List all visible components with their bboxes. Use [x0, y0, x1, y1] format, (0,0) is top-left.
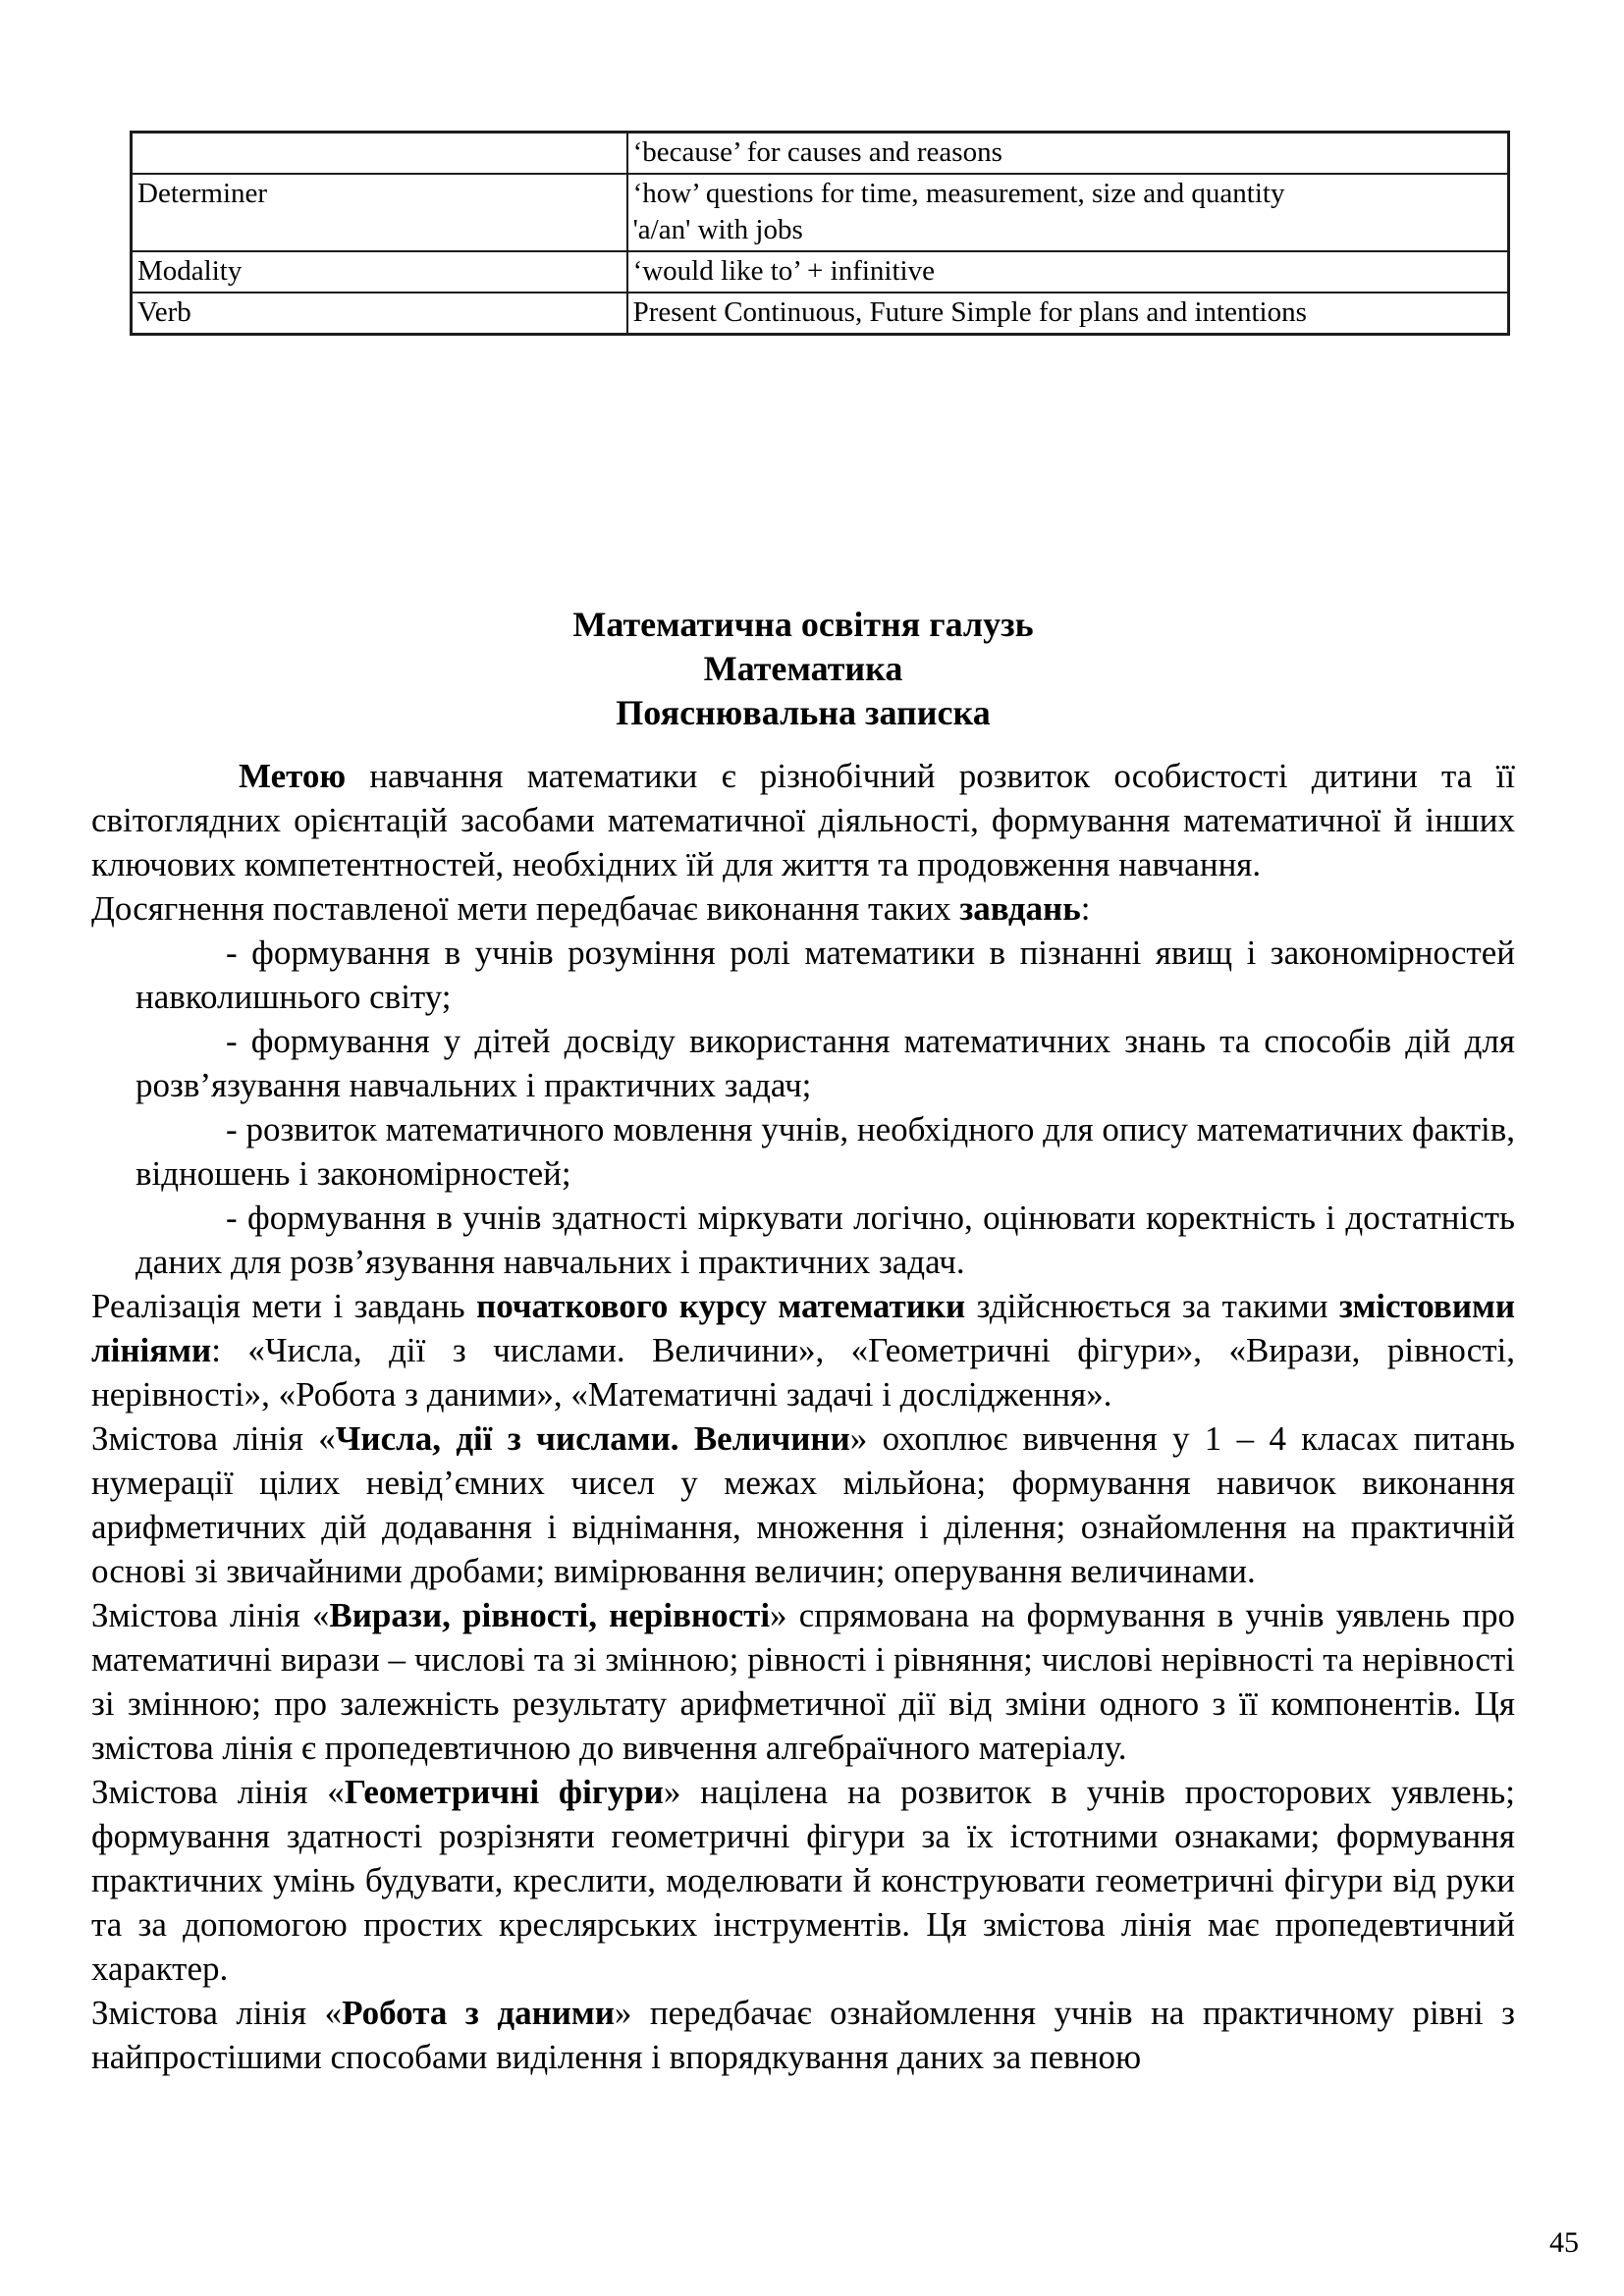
text-run: Реалізація мети і завдань [91, 1287, 477, 1325]
grammar-summary-table [130, 131, 1510, 336]
bold-text-run: Вирази, рівності, нерівності [329, 1596, 771, 1634]
bold-text-run: змістовими лініями [91, 1287, 1515, 1369]
text-run: - формування в учнів розуміння ролі математики в пізнанні явищ і закономірностей навколишнього світу; [135, 934, 1515, 1016]
text-run: навчання математики є різнобічний розвиток особистості дитини та її світоглядних орієнтацій засобами математичної діяльності, формування математичної й інших ключових компетентностей, необхідних їй для життя та продовження навчання. [91, 757, 1515, 883]
page-number: 45 [1549, 2226, 1579, 2259]
heading-line: Математична освітня галузь [572, 605, 1034, 644]
paragraph [91, 1991, 1515, 2079]
bold-text-run: Метою [239, 757, 347, 795]
text-run: Змістова лінія « [91, 1994, 343, 2032]
text-run: Змістова лінія « [91, 1773, 345, 1811]
text-run: : [1080, 889, 1091, 928]
table-desc-line: ‘because’ for causes and reasons [632, 136, 1002, 168]
table-desc-cell [627, 174, 1509, 251]
text-run: » охоплює вивчення у 1 – 4 класах питань нумерації цілих невід’ємних чисел у межах мільйона; формування навичок виконання арифметичних дій додавання і віднімання, множення і ділення; ознайомлення на практичній основі зі звичайними дробами; вимірювання величин; оперування величинами. [91, 1419, 1515, 1590]
grammar-table-body [132, 133, 1509, 335]
bold-text-run: Геометричні фігури [344, 1773, 664, 1811]
bold-text-run: початкового курсу математики [476, 1287, 966, 1325]
paragraph [91, 886, 1515, 931]
text-run: Змістова лінія « [91, 1596, 330, 1634]
table-term-cell: Verb [132, 293, 627, 335]
table-desc-line: Present Continuous, Future Simple for plans and intentions [632, 296, 1307, 328]
list-item [135, 1019, 1515, 1107]
text-run: » передбачає ознайомлення учнів на практичному рівні з найпростішими способами виділення і впорядкування даних за певною [91, 1994, 1515, 2076]
text-run: - розвиток математичного мовлення учнів, необхідного для опису математичних фактів, відношень і закономірностей; [135, 1110, 1515, 1193]
text-run: здійснюється за такими [965, 1287, 1339, 1325]
table-desc-line: 'a/an' with jobs [632, 214, 803, 245]
table-desc-cell [627, 293, 1509, 335]
text-run: Досягнення поставленої мети передбачає виконання таких [91, 889, 960, 928]
list-item [135, 931, 1515, 1019]
grammar-table-wrap [130, 131, 1510, 336]
table-desc-line: ‘how’ questions for time, measurement, size and quantity [632, 178, 1285, 209]
text-run: » націлена на розвиток в учнів просторових уявлень; формування здатності розрізняти геометричні фігури за їх істотними ознаками; формування практичних умінь будувати, креслити, моделювати й конструювати геометричні фігури від руки та за допомогою простих креслярських інструментів. Ця змістова лінія має пропедевтичний характер. [91, 1773, 1515, 1988]
page-content [91, 0, 1515, 2079]
bold-text-run: Робота з даними [342, 1994, 615, 2032]
table-row [132, 251, 1509, 293]
paragraph [91, 754, 1515, 886]
table-row [132, 293, 1509, 335]
text-run: Змістова лінія « [91, 1419, 336, 1458]
bold-text-run: Числа, дії з числами. Величини [335, 1419, 850, 1458]
table-desc-cell [627, 251, 1509, 293]
text-run: - формування у дітей досвіду використання математичних знань та способів дій для розв’язування навчальних і практичних задач; [135, 1022, 1515, 1104]
list-item [135, 1107, 1515, 1196]
text-run: - формування в учнів здатності міркувати логічно, оцінювати коректність і достатність даних для розв’язування навчальних і практичних задач. [135, 1199, 1515, 1281]
table-term-cell [132, 133, 627, 175]
section-headings [91, 603, 1515, 735]
text-run: » спрямована на формування в учнів уявлень про математичні вирази – числові та зі змінною; рівності і рівняння; числові нерівності та нерівності зі змінною; про залежність результату арифметичної дії від зміни одного з її компонентів. Ця змістова лінія є пропедевтичною до вивчення алгебраїчного матеріалу. [91, 1596, 1516, 1767]
bold-text-run: завдань [959, 889, 1081, 928]
table-term-cell: Determiner [132, 174, 627, 251]
table-desc-cell [627, 133, 1509, 175]
table-desc-line: ‘would like to’ + infinitive [632, 255, 935, 287]
table-row [132, 174, 1509, 251]
table-term-cell: Modality [132, 251, 627, 293]
paragraph [91, 1416, 1515, 1593]
heading-line: Пояснювальна записка [616, 693, 991, 732]
body-paragraphs [91, 754, 1515, 2079]
paragraph [91, 1770, 1515, 1991]
paragraph [91, 1593, 1515, 1770]
list-item [135, 1196, 1515, 1284]
table-row [132, 133, 1509, 175]
paragraph [91, 1284, 1515, 1416]
heading-line: Математика [703, 649, 903, 688]
text-run: : «Числа, дії з числами. Величини», «Геометричні фігури», «Вирази, рівності, нерівності», «Робота з даними», «Математичні задачі і дослідження». [91, 1331, 1515, 1414]
